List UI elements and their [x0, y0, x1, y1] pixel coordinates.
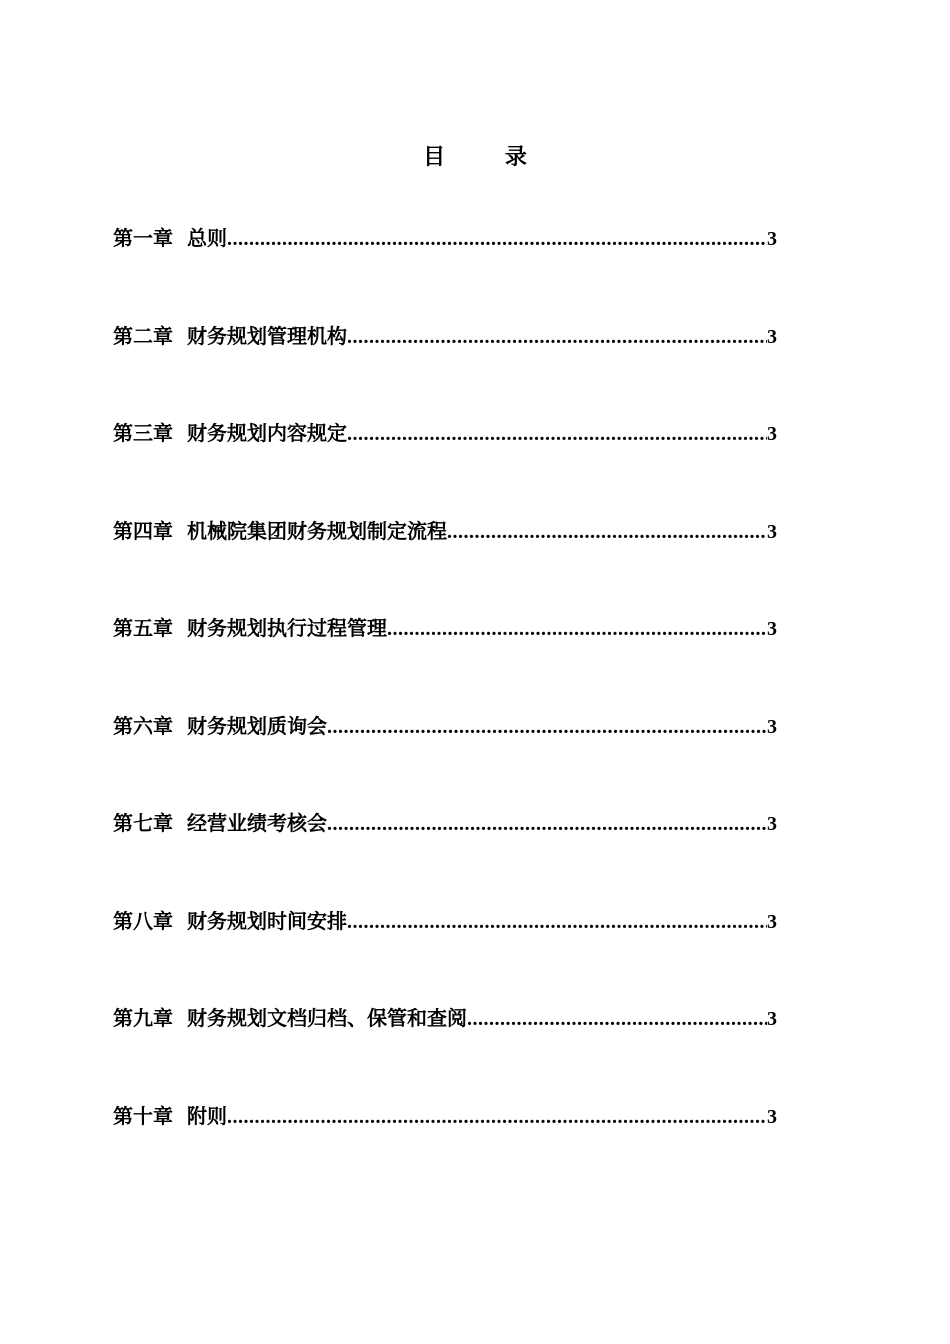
toc-entry[interactable]: [113, 1100, 777, 1198]
toc-chapter-heading: 财务规划质询会: [187, 713, 327, 738]
toc-dot-leader: [327, 716, 767, 739]
toc-chapter-heading: 财务规划时间安排: [187, 908, 347, 933]
toc-dot-leader: [227, 1106, 767, 1129]
toc-chapter-number: 第七章: [113, 811, 173, 835]
toc-page-number: 3: [767, 813, 777, 835]
toc-chapter-heading: 财务规划内容规定: [187, 421, 347, 445]
toc-chapter-heading: 财务规划执行过程管理: [187, 616, 387, 640]
toc-page-number: 3: [767, 1008, 777, 1030]
toc-chapter-number: 第九章: [113, 1006, 173, 1030]
toc-chapter-heading: 财务规划管理机构: [187, 323, 347, 348]
toc-chapter-number: 第十章: [113, 1103, 173, 1128]
toc-chapter-number: 第六章: [113, 713, 173, 738]
toc-chapter-number: 第八章: [113, 908, 173, 933]
toc-dot-leader: [347, 911, 767, 934]
toc-entry[interactable]: [113, 515, 777, 613]
toc-entry[interactable]: [113, 710, 777, 808]
toc-dot-leader: [227, 228, 767, 251]
toc-chapter-number: 第一章: [113, 226, 173, 250]
toc-entry[interactable]: [113, 222, 777, 320]
toc-page-number: 3: [767, 520, 777, 543]
toc-page-number: 3: [767, 423, 777, 445]
toc-entry[interactable]: [113, 612, 777, 710]
toc-chapter-number: 第四章: [113, 518, 173, 543]
toc-page-number: 3: [767, 228, 777, 250]
toc-chapter-number: 第五章: [113, 616, 173, 640]
toc-dot-leader: [387, 618, 767, 641]
toc-page-number: 3: [767, 618, 777, 640]
toc-page-number: 3: [767, 715, 777, 738]
toc-dot-leader: [447, 521, 767, 544]
toc-entry[interactable]: [113, 905, 777, 1003]
toc-dot-leader: [347, 423, 767, 446]
toc-list: [113, 222, 777, 1197]
toc-entry[interactable]: [113, 417, 777, 515]
toc-page-number: 3: [767, 1105, 777, 1128]
toc-dot-leader: [467, 1008, 767, 1031]
toc-title: 目 录: [423, 145, 553, 170]
toc-chapter-heading: 总则: [187, 226, 227, 250]
toc-chapter-number: 第二章: [113, 323, 173, 348]
toc-dot-leader: [327, 813, 767, 836]
toc-dot-leader: [347, 326, 767, 349]
toc-entry[interactable]: [113, 1002, 777, 1100]
toc-chapter-heading: 附则: [187, 1103, 227, 1128]
toc-page-number: 3: [767, 910, 777, 933]
toc-entry[interactable]: [113, 320, 777, 418]
toc-chapter-heading: 经营业绩考核会: [187, 811, 327, 835]
toc-entry[interactable]: [113, 807, 777, 905]
toc-page-number: 3: [767, 325, 777, 348]
toc-chapter-number: 第三章: [113, 421, 173, 445]
toc-chapter-heading: 财务规划文档归档、保管和查阅: [187, 1006, 467, 1030]
toc-chapter-heading: 机械院集团财务规划制定流程: [187, 518, 447, 543]
